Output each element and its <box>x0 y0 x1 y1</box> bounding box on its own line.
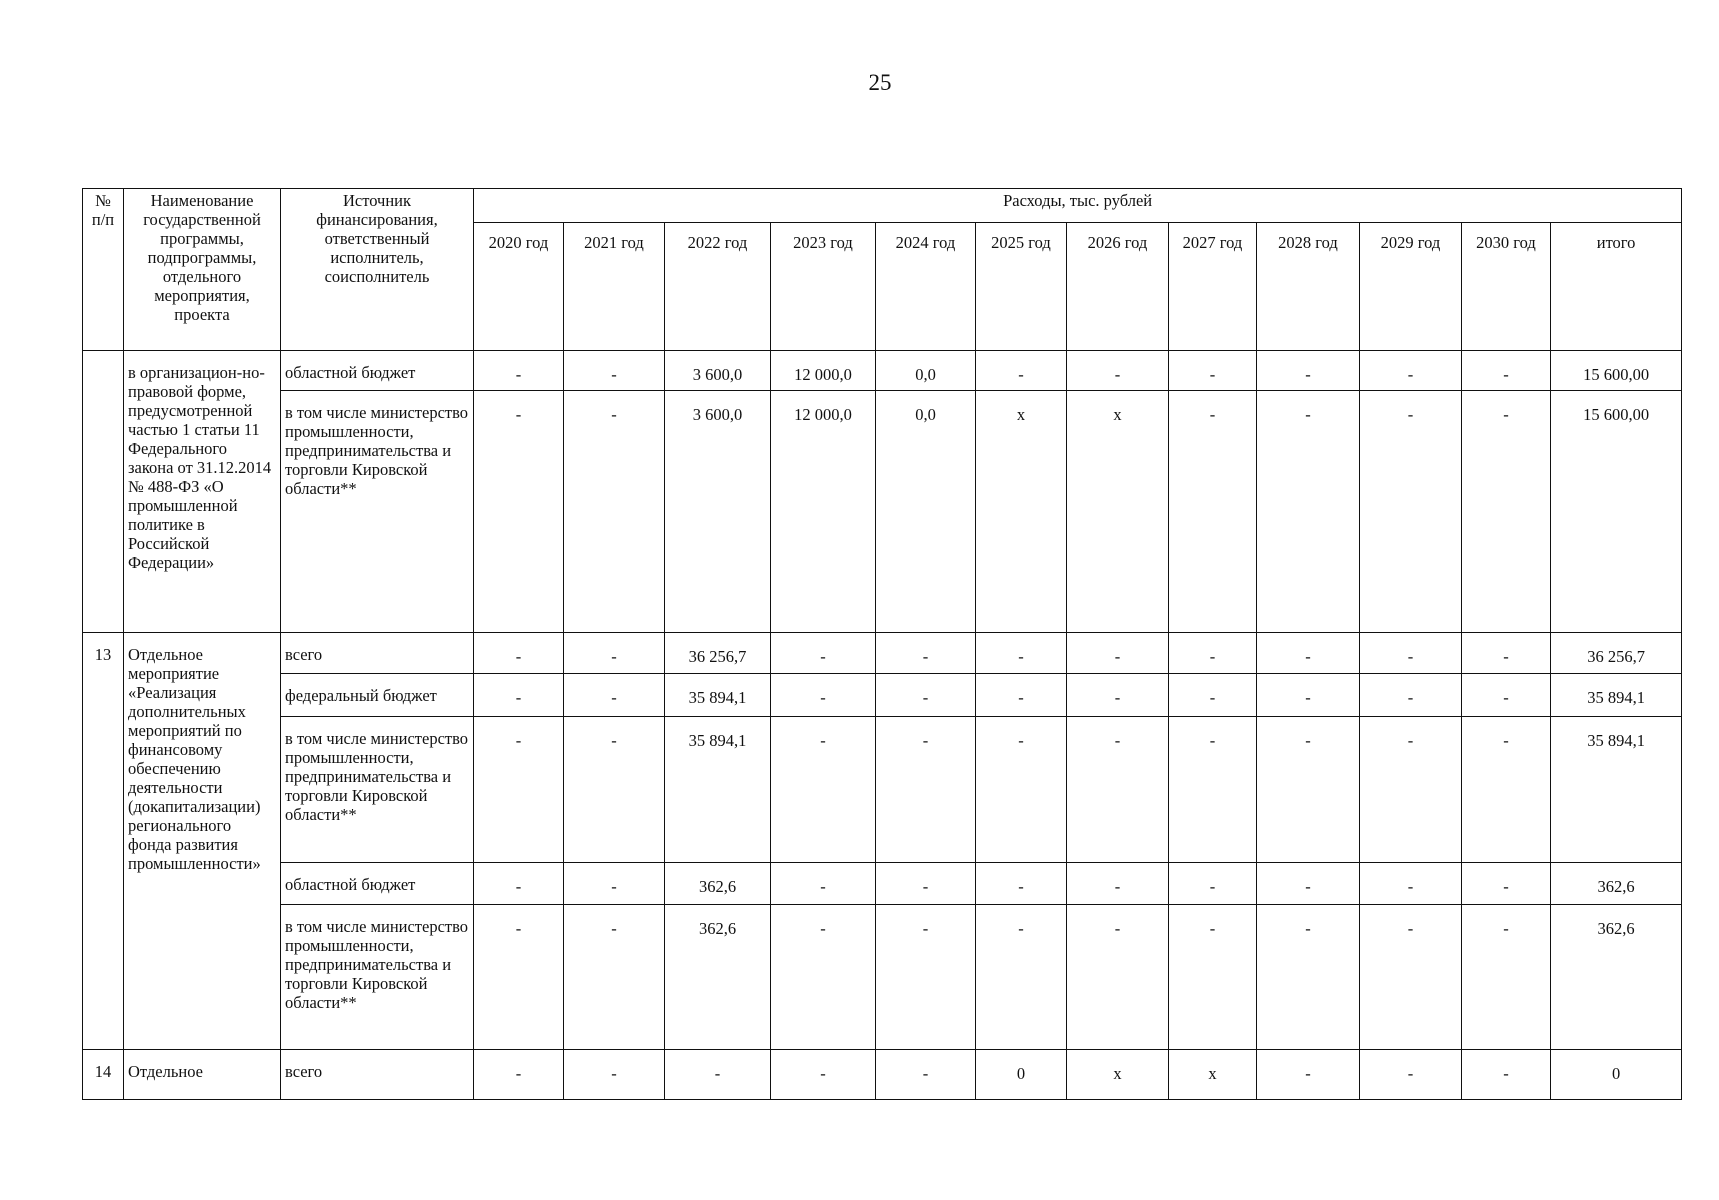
expense-value: - <box>1067 717 1169 863</box>
expense-value: - <box>474 863 564 905</box>
expense-value: - <box>876 717 976 863</box>
expense-value: - <box>1360 1050 1462 1100</box>
expense-value: - <box>1067 351 1169 391</box>
expense-value: 35 894,1 <box>1551 717 1682 863</box>
expense-value: - <box>1360 674 1462 717</box>
expense-value: - <box>771 905 876 1050</box>
expense-value: - <box>564 717 665 863</box>
expense-value: - <box>976 717 1067 863</box>
expense-value: - <box>1360 863 1462 905</box>
header-year: 2020 год <box>474 223 564 351</box>
expense-value: 0 <box>1551 1050 1682 1100</box>
header-year: итого <box>1551 223 1682 351</box>
expense-value: х <box>1067 1050 1169 1100</box>
expense-value: 3 600,0 <box>665 391 771 633</box>
expense-value: - <box>1257 1050 1360 1100</box>
expense-value: - <box>976 633 1067 674</box>
expense-value: - <box>665 1050 771 1100</box>
expense-value: - <box>1257 351 1360 391</box>
header-year: 2030 год <box>1462 223 1551 351</box>
expense-value: - <box>1169 905 1257 1050</box>
expense-value: - <box>1067 905 1169 1050</box>
expense-value: - <box>1257 391 1360 633</box>
expense-value: - <box>474 905 564 1050</box>
expense-value: - <box>1360 905 1462 1050</box>
measure-name: Отдельное мероприятие «Реализация дополнительных мероприятий по финансовому обеспечению деятельности (докапитализации) регионального фонда развития промышленности» <box>124 633 281 1050</box>
expense-value: - <box>1360 717 1462 863</box>
expense-value: - <box>976 351 1067 391</box>
expense-value: 362,6 <box>1551 863 1682 905</box>
expense-value: - <box>976 905 1067 1050</box>
expense-value: - <box>1462 863 1551 905</box>
expense-value: 12 000,0 <box>771 351 876 391</box>
expense-value: 12 000,0 <box>771 391 876 633</box>
funding-source: областной бюджет <box>281 863 474 905</box>
expense-value: - <box>564 351 665 391</box>
expense-value: - <box>1169 674 1257 717</box>
row-number: 13 <box>83 633 124 1050</box>
expense-value: - <box>876 863 976 905</box>
expense-value: - <box>876 905 976 1050</box>
expense-value: 35 894,1 <box>1551 674 1682 717</box>
expense-value: - <box>474 1050 564 1100</box>
header-name: Наименование государственной программы, подпрограммы, отдельного мероприятия, проекта <box>124 189 281 351</box>
expense-value: х <box>1067 391 1169 633</box>
expense-value: - <box>1360 351 1462 391</box>
expense-value: - <box>1169 351 1257 391</box>
funding-source: в том числе министерство промышленности, предпринимательства и торговли Кировской области** <box>281 391 474 633</box>
table-row <box>83 391 1682 633</box>
expense-value: 35 894,1 <box>665 674 771 717</box>
expense-value: - <box>1462 351 1551 391</box>
header-year: 2021 год <box>564 223 665 351</box>
expense-value: - <box>1169 717 1257 863</box>
expense-value: - <box>1462 905 1551 1050</box>
header-year: 2027 год <box>1169 223 1257 351</box>
expense-value: - <box>474 717 564 863</box>
header-year: 2024 год <box>876 223 976 351</box>
funding-source: всего <box>281 1050 474 1100</box>
expense-value: 15 600,00 <box>1551 351 1682 391</box>
expense-value: х <box>976 391 1067 633</box>
header-number: № п/п <box>83 189 124 351</box>
header-year: 2023 год <box>771 223 876 351</box>
funding-source: федеральный бюджет <box>281 674 474 717</box>
expense-value: - <box>1257 905 1360 1050</box>
expense-value: - <box>1257 717 1360 863</box>
measure-name: в организацион-но-правовой форме, предусмотренной частью 1 статьи 11 Федерального закона от 31.12.2014 № 488-ФЗ «О промышленной политике в Российской Федерации» <box>124 351 281 633</box>
table-row <box>83 674 1682 717</box>
expense-value: - <box>474 674 564 717</box>
expense-value: 362,6 <box>665 905 771 1050</box>
table-row <box>83 905 1682 1050</box>
expense-value: - <box>771 674 876 717</box>
expense-value: - <box>1257 674 1360 717</box>
expense-value: х <box>1169 1050 1257 1100</box>
expense-value: - <box>1169 391 1257 633</box>
expense-value: - <box>1257 633 1360 674</box>
page-number: 25 <box>868 70 892 95</box>
expense-value: - <box>876 1050 976 1100</box>
expense-value: - <box>1067 633 1169 674</box>
expense-value: - <box>1067 674 1169 717</box>
expense-value: 36 256,7 <box>1551 633 1682 674</box>
header-year: 2029 год <box>1360 223 1462 351</box>
expense-value: - <box>976 863 1067 905</box>
row-number: 14 <box>83 1050 124 1100</box>
expense-value: - <box>1462 633 1551 674</box>
expense-value: - <box>1067 863 1169 905</box>
expense-value: - <box>474 633 564 674</box>
expense-value: - <box>976 674 1067 717</box>
expense-value: 0 <box>976 1050 1067 1100</box>
table-row <box>83 351 1682 391</box>
header-source: Источник финансирования, ответственный исполнитель, соисполнитель <box>281 189 474 351</box>
expense-value: 36 256,7 <box>665 633 771 674</box>
funding-source: всего <box>281 633 474 674</box>
header-year: 2028 год <box>1257 223 1360 351</box>
expense-value: - <box>564 1050 665 1100</box>
expense-value: - <box>474 391 564 633</box>
expense-value: 362,6 <box>1551 905 1682 1050</box>
expense-value: - <box>771 863 876 905</box>
expense-value: 35 894,1 <box>665 717 771 863</box>
expense-value: 0,0 <box>876 391 976 633</box>
budget-table <box>82 188 1682 1100</box>
expense-value: - <box>564 863 665 905</box>
expense-value: - <box>876 633 976 674</box>
header-expenses: Расходы, тыс. рублей <box>474 189 1682 223</box>
row-number <box>83 351 124 633</box>
expense-value: - <box>1462 674 1551 717</box>
expense-value: - <box>876 674 976 717</box>
expense-value: - <box>771 717 876 863</box>
table-row <box>83 717 1682 863</box>
expense-value: - <box>564 905 665 1050</box>
expense-value: 3 600,0 <box>665 351 771 391</box>
funding-source: в том числе министерство промышленности, предпринимательства и торговли Кировской области** <box>281 905 474 1050</box>
expense-value: - <box>1360 391 1462 633</box>
table-row <box>83 863 1682 905</box>
expense-value: - <box>564 391 665 633</box>
expense-value: - <box>1462 391 1551 633</box>
expense-value: - <box>564 633 665 674</box>
expense-value: 362,6 <box>665 863 771 905</box>
expense-value: - <box>564 674 665 717</box>
table-row <box>83 1050 1682 1100</box>
header-year: 2026 год <box>1067 223 1169 351</box>
header-year: 2022 год <box>665 223 771 351</box>
expense-value: - <box>1257 863 1360 905</box>
header-year: 2025 год <box>976 223 1067 351</box>
expense-value: - <box>1462 1050 1551 1100</box>
expense-value: 0,0 <box>876 351 976 391</box>
expense-value: - <box>1462 717 1551 863</box>
funding-source: в том числе министерство промышленности, предпринимательства и торговли Кировской области** <box>281 717 474 863</box>
expense-value: - <box>1169 863 1257 905</box>
expense-value: - <box>474 351 564 391</box>
expense-value: - <box>771 1050 876 1100</box>
expense-value: - <box>771 633 876 674</box>
expense-value: 15 600,00 <box>1551 391 1682 633</box>
table-row <box>83 633 1682 674</box>
expense-value: - <box>1169 633 1257 674</box>
funding-source: областной бюджет <box>281 351 474 391</box>
expense-value: - <box>1360 633 1462 674</box>
measure-name: Отдельное <box>124 1050 281 1100</box>
